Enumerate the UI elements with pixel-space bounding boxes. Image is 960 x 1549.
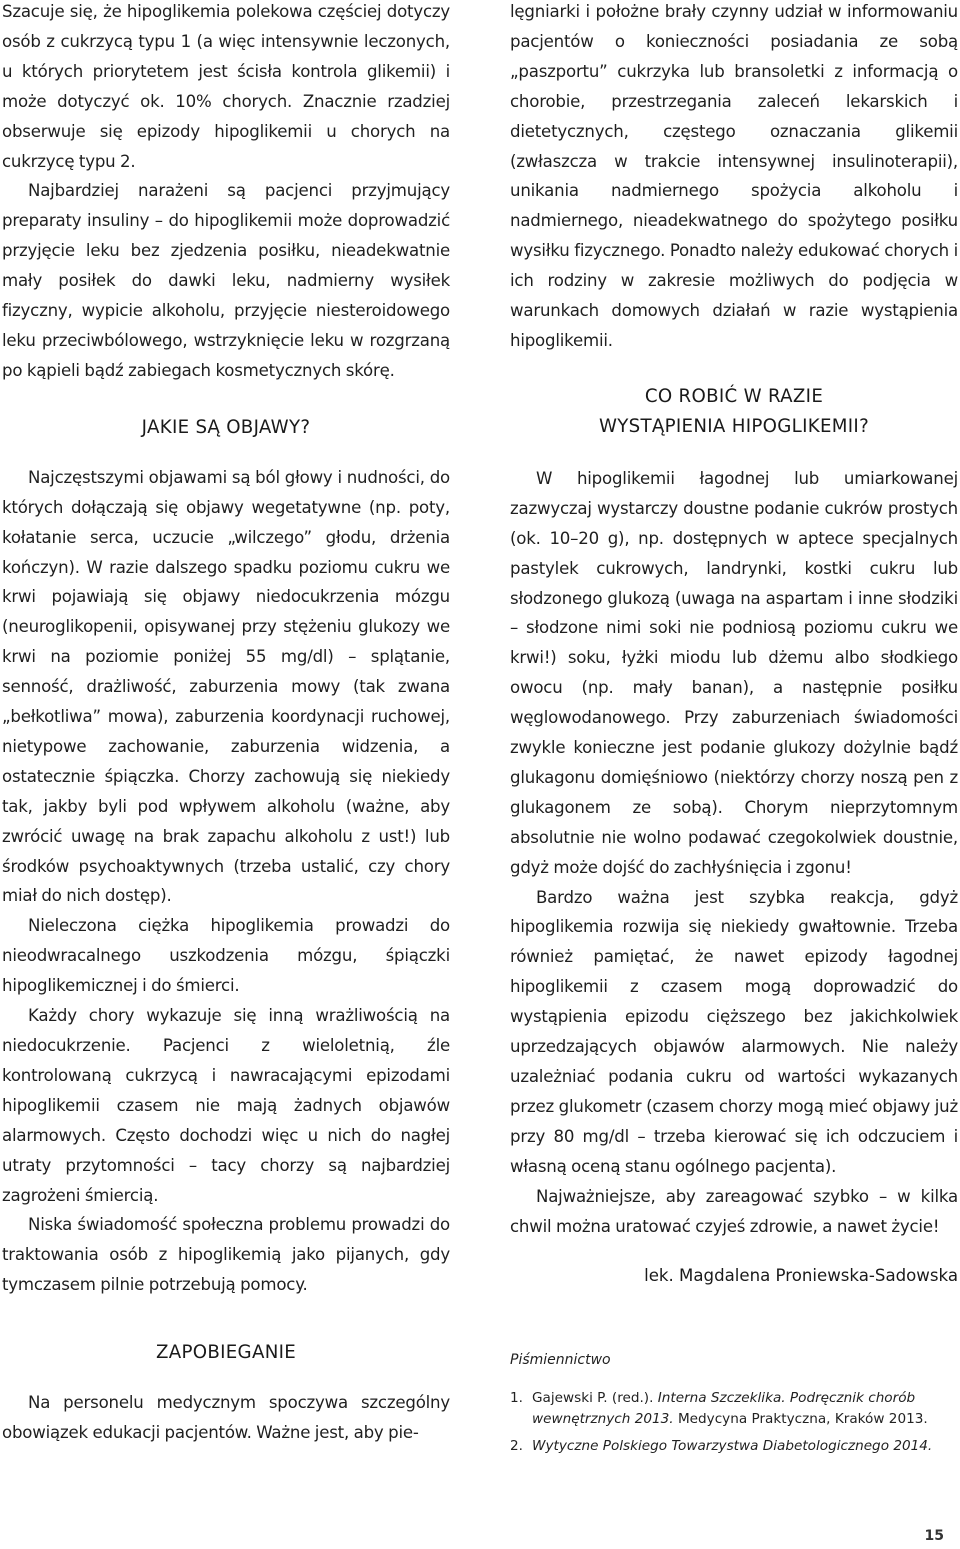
heading-line-2: WYSTĄPIENIA HIPOGLIKEMII? xyxy=(598,415,870,437)
reference-item xyxy=(510,1436,950,1457)
reference-title: Interna Szczeklika. Podręcznik chorób wewnętrznych 2013. xyxy=(532,1390,916,1427)
paragraph-treatment: W hipoglikemii łagodnej lub umiarkowanej zazwyczaj wystarczy doustne podanie cukrów prostych (ok. 10–20 g), np. dostępnych w aptece specjalnych pastylek cukrowych, landrynki, kostki cukru lub słodzonego glukozą (uwaga na aspartam i inne słodziki – słodzone nimi soki nie podniosą poziomu cukru we krwi!) soku, łyżki miodu lub dżemu albo słodkiego owocu (np. mały banan), a następnie posiłku węglowodanowego. Przy zaburzeniach świadomości zwykle konieczne jest podanie glukozy dożylnie bądź glukagonu domięśniowo (niektórzy chorzy noszą pen z glukagonem ze sobą). Chorym nieprzytomnym absolutnie nie wolno podawać czegokolwiek doustnie, gdyż może dojść do zachłyśnięcia i zgonu! xyxy=(510,468,958,877)
paragraph-intro: Szacuje się, że hipoglikemia polekowa częściej dotyczy osób z cukrzycą typu 1 (a więc intensywnie leczonych, u których priorytetem jest ścisła kontrola glikemii) i może dotyczyć ok. 10% chorych. Znacznie rzadziej obserwuje się epizody hipoglikemii u chorych na cukrzycę typu 2. xyxy=(2,2,450,171)
references-label: Piśmiennictwo xyxy=(510,1352,611,1368)
left-column xyxy=(2,0,450,1448)
paragraph-awareness: Niska świadomość społeczna problemu prowadzi do traktowania osób z hipoglikemią jako pijanych, gdy tymczasem pilnie potrzebują pomocy. xyxy=(2,1215,450,1295)
page-number: 15 xyxy=(924,1528,944,1544)
paragraph-fast-reaction: Bardzo ważna jest szybka reakcja, gdyż hipoglikemia rozwija się niekiedy gwałtownie. Trzeba również pamiętać, że nawet epizody łagodnej hipoglikemii z czasem mogą doprowadzić do wystąpienia epizodu cięższego bez jakichkolwiek uprzedzających objawów alarmowych. Nie należy uzależniać podania cukru od wartości wykazanych przez glukometr (czasem chorzy mogą mieć objawy już przy 80 mg/dl – trzeba kierować się ich odczuciem i własną oceną stanu ogólnego pacjenta). xyxy=(510,887,958,1176)
right-column xyxy=(510,0,958,1291)
paragraph-most-important: Najważniejsze, aby zareagować szybko – w kilka chwil można uratować czyjeś zdrowie, a nawet życie! xyxy=(510,1186,958,1236)
paragraph-nurses: lęgniarki i położne brały czynny udział w informowaniu pacjentów o konieczności posiadania ze sobą „paszportu” cukrzyka lub bransoletki z informacją o chorobie, przestrzegania zaleceń lekarskich i dietetycznych, częstego oznaczania glikemii (zwłaszcza w trakcie intensywnej insulinoterapii), unikania nadmiernego spożycia alkoholu i nadmiernego, nieadekwatnego do spożytego posiłku wysiłku fizycznego. Ponadto należy edukować chorych i ich rodziny w zakresie możliwych do podjęcia w warunkach domowych działań w razie wystąpienia hipoglikemii. xyxy=(510,2,958,350)
heading-prevention: ZAPOBIEGANIE xyxy=(155,1342,297,1364)
reference-item xyxy=(510,1388,950,1429)
reference-publisher: Medycyna Praktyczna, Kraków 2013. xyxy=(673,1410,928,1427)
reference-title: Wytyczne Polskiego Towarzystwa Diabetologicznego 2014. xyxy=(532,1438,933,1454)
reference-number: 2. xyxy=(510,1438,523,1454)
heading-what-to-do xyxy=(510,382,958,442)
heading-symptoms: JAKIE SĄ OBJAWY? xyxy=(141,416,311,438)
paragraph-sensitivity: Każdy chory wykazuje się inną wrażliwością na niedocukrzenie. Pacjenci z wieloletnią, źle kontrolowaną cukrzycą i nawracającymi epizodami hipoglikemii czasem nie mają żadnych objawów alarmowych. Często dochodzi więc u nich do nagłej utraty przytomności – tacy chorzy są najbardziej zagrożeni śmiercią. xyxy=(2,1006,450,1205)
reference-number: 1. xyxy=(510,1390,523,1406)
paragraph-untreated: Nieleczona ciężka hipoglikemia prowadzi do nieodwracalnego uszkodzenia mózgu, śpiączki hipoglikemicznej i do śmierci. xyxy=(2,916,450,996)
references-list xyxy=(510,1388,950,1464)
paragraph-risk-groups: Najbardziej narażeni są pacjenci przyjmujący preparaty insuliny – do hipoglikemii może doprowadzić przyjęcie leku bez zjedzenia posiłku, nieadekwatnie mały posiłek do dawki leku, nadmierny wysiłek fizyczny, wypicie alkoholu, przyjęcie niesteroidowego leku przeciwbólowego, wstrzyknięcie leku w rozgrzaną po kąpieli bądź zabiegach kosmetycznych skórę. xyxy=(2,181,450,380)
paragraph-prevention: Na personelu medycznym spoczywa szczególny obowiązek edukacji pacjentów. Ważne jest, aby pie- xyxy=(2,1393,450,1443)
paragraph-symptoms: Najczęstszymi objawami są ból głowy i nudności, do których dołączają się objawy wegetatywne (np. poty, kołatanie serca, uczucie „wilczego” głodu, drżenia kończyn). W razie dalszego spadku poziomu cukru we krwi pojawiają się objawy niedocukrzenia mózgu (neuroglikopenii, opisywanej przy stężeniu glukozy we krwi na poziomie poniżej 55 mg/dl) – splątanie, senność, drażliwość, zaburzenia mowy (tak zwana „bełkotliwa” mowa), zaburzenia koordynacji ruchowej, nietypowe zachowanie, zaburzenia widzenia, a ostatecznie śpiączka. Chorzy zachowują się niekiedy tak, jakby byli pod wpływem alkoholu (ważne, aby zwrócić uwagę na brak zapachu alkoholu z ust!) lub środków psychoaktywnych (trzeba ustalić, czy chory miał do nich dostęp). xyxy=(2,467,450,906)
heading-line-1: CO ROBIĆ W RAZIE xyxy=(644,385,824,407)
reference-author: Gajewski P. (red.). xyxy=(532,1390,658,1406)
author-signature: lek. Magdalena Proniewska-Sadowska xyxy=(644,1266,958,1286)
